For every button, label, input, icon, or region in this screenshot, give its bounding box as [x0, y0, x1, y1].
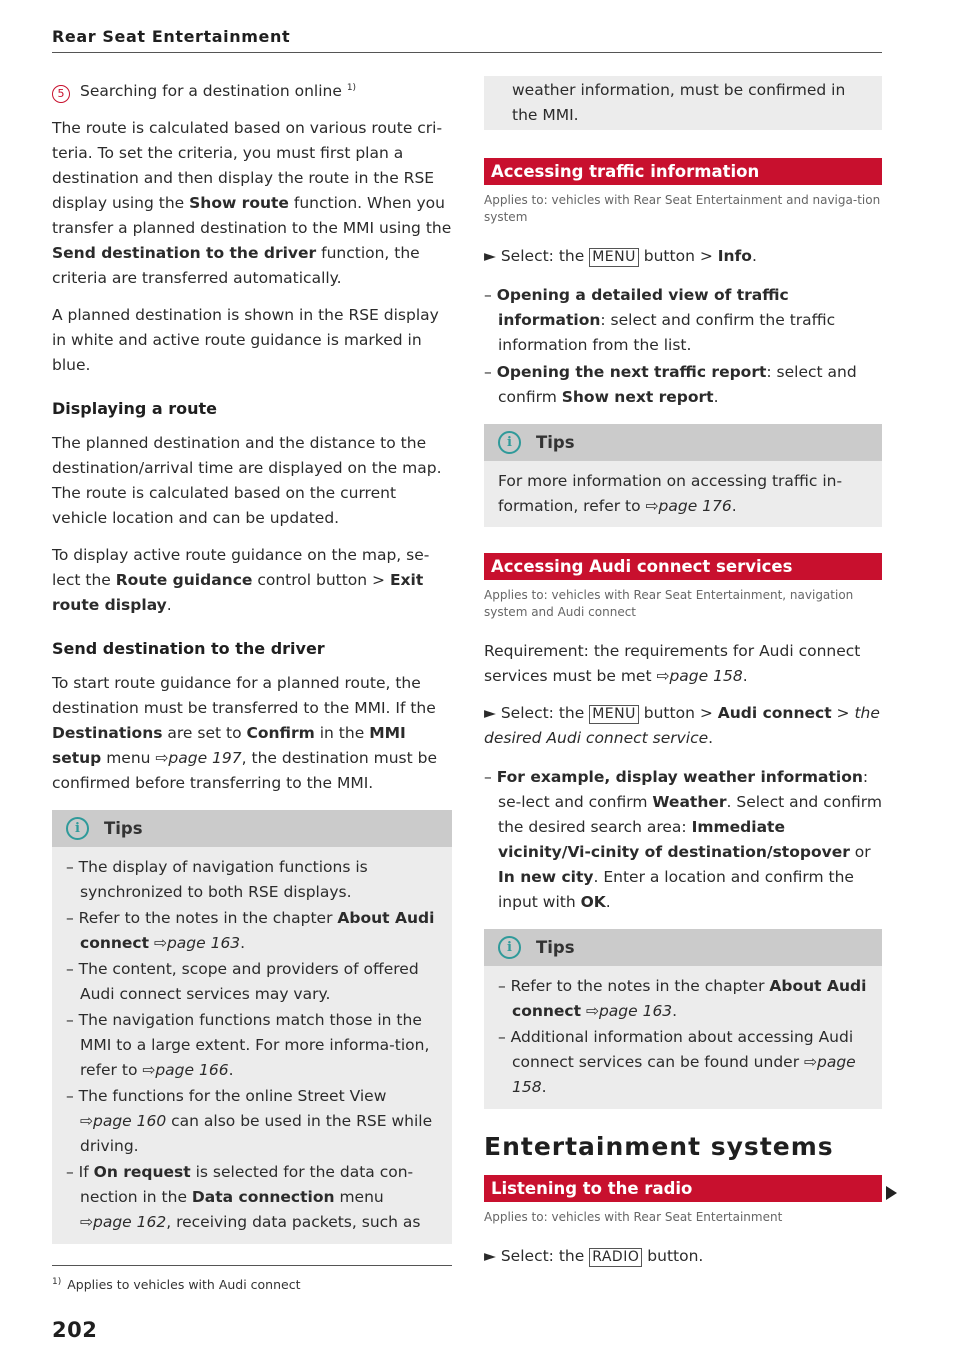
right-column	[484, 76, 882, 1283]
tip-item: – Refer to the notes in the chapter About Audi connect ⇨page 163.	[498, 977, 867, 1020]
left-column	[52, 76, 452, 1244]
section-title-audi-connect: Accessing Audi connect services	[484, 553, 882, 580]
applies-to: Applies to: vehicles with Rear Seat Entertainment and naviga-tion system	[484, 193, 881, 224]
step-select-info: ► Select: the MENU button > Info.	[484, 247, 757, 265]
tips-box	[52, 810, 452, 1244]
page-link[interactable]: ⇨page 158	[512, 1053, 856, 1096]
page-link[interactable]: ⇨page 166	[142, 1061, 229, 1080]
menu-key: MENU	[589, 705, 639, 724]
section-title-traffic: Accessing traffic information	[484, 158, 882, 185]
paragraph-requirement: Requirement: the requirements for Audi connect services must be met ⇨page 158.	[484, 642, 861, 685]
tip-item: – The display of navigation functions is synchronized to both RSE displays.	[66, 858, 368, 902]
radio-key: RADIO	[589, 1248, 642, 1267]
tip-item: – The content, scope and providers of offered Audi connect services may vary.	[66, 960, 419, 1004]
paragraph-route-criteria: The route is calculated based on various route cri-teria. To set the criteria, you must first plan a destination and then display the route in the RSE display using the Show route function. When you transfer a planned destination to the MMI using the Send destination to the driver function, the criteria are transferred automatically.	[52, 119, 452, 288]
tips-header: i Tips	[484, 929, 882, 966]
page-link[interactable]: ⇨page 162	[80, 1213, 167, 1232]
list-item: – Opening a detailed view of traffic information: select and confirm the traffic information from the list.	[484, 286, 836, 354]
tips-header: i Tips	[484, 424, 882, 461]
tip-item: – Refer to the notes in the chapter About Audi connect ⇨page 163.	[66, 909, 435, 953]
page-link[interactable]: ⇨page 163	[581, 1002, 673, 1020]
step-select-radio: ► Select: the RADIO button.	[484, 1247, 704, 1265]
paragraph-send-destination: To start route guidance for a planned route, the destination must be transferred to the MMI. If the Destinations are set to Confirm in the MMI setup menu ⇨page 197, the destination must be confirmed before transferring to the MMI.	[52, 674, 438, 793]
menu-key: MENU	[589, 248, 639, 267]
section-title-radio: Listening to the radio	[484, 1175, 882, 1202]
chapter-title-entertainment: Entertainment systems	[484, 1132, 834, 1161]
tip-item: – If On request is selected for the data con-nection in the Data connection menu ⇨page 162, receiving data packets, such as	[66, 1163, 421, 1232]
tips-header: i Tips	[52, 810, 452, 847]
step-select-audi-connect: ► Select: the MENU button > Audi connect > the desired Audi connect service.	[484, 704, 880, 747]
page-link[interactable]: ⇨page 163	[149, 934, 241, 953]
footnote-rule	[52, 1265, 452, 1266]
tip-item: – Additional information about accessing Audi connect services can be found under ⇨page 158.	[498, 1028, 856, 1096]
tip-item: – The navigation functions match those in the MMI to a large extent. For more informa-tion, refer to ⇨page 166.	[66, 1011, 430, 1080]
list-item: – For example, display weather information: se-lect and confirm Weather. Select and confirm the desired search area: Immediate vicinity/Vi-cinity of destination/stopover or In new city. Enter a location and confirm the input with OK.	[484, 768, 882, 911]
heading-displaying-route: Displaying a route	[52, 399, 217, 419]
applies-to: Applies to: vehicles with Rear Seat Entertainment, navigation system and Audi connect	[484, 588, 854, 619]
page-link[interactable]: ⇨page 158	[656, 667, 743, 685]
page-number: 202	[52, 1318, 98, 1342]
running-header: Rear Seat Entertainment	[52, 27, 291, 46]
header-rule	[52, 52, 882, 53]
page-link[interactable]: ⇨page 160	[80, 1112, 167, 1131]
page-link[interactable]: ⇨page 197	[155, 749, 242, 768]
paragraph-display-map: The planned destination and the distance to the destination/arrival time are displayed on the map. The route is calculated based on the current vehicle location and can be updated.	[52, 434, 442, 528]
heading-send-destination: Send destination to the driver	[52, 639, 325, 659]
tips-box	[484, 929, 882, 1109]
info-icon: i	[66, 817, 89, 840]
info-icon: i	[498, 936, 521, 959]
tips-box: i Tips For more information on accessing traffic in-formation, refer to ⇨page 176.	[484, 424, 882, 527]
paragraph-planned-destination: A planned destination is shown in the RSE display in white and active route guidance is marked in blue.	[52, 306, 439, 375]
list-item-5: 5 Searching for a destination online $^{1)}$	[52, 76, 452, 104]
tips-continuation: weather information, must be confirmed in the MMI.	[484, 76, 882, 130]
list-item: – Opening the next traffic report: select and confirm Show next report.	[484, 363, 857, 406]
circled-number-icon: 5	[52, 85, 70, 103]
info-icon: i	[498, 431, 521, 454]
footnote: $^{1)}$ Applies to vehicles with Audi connect	[52, 1277, 301, 1293]
tip-item: – The functions for the online Street View ⇨page 160 can also be used in the RSE while driving.	[66, 1087, 433, 1156]
applies-to: Applies to: vehicles with Rear Seat Entertainment	[484, 1210, 783, 1224]
page-link[interactable]: ⇨page 176	[645, 497, 732, 515]
continue-arrow-icon	[886, 1186, 897, 1200]
paragraph-route-guidance: To display active route guidance on the map, se-lect the Route guidance control button > Exit route display.	[52, 546, 430, 615]
